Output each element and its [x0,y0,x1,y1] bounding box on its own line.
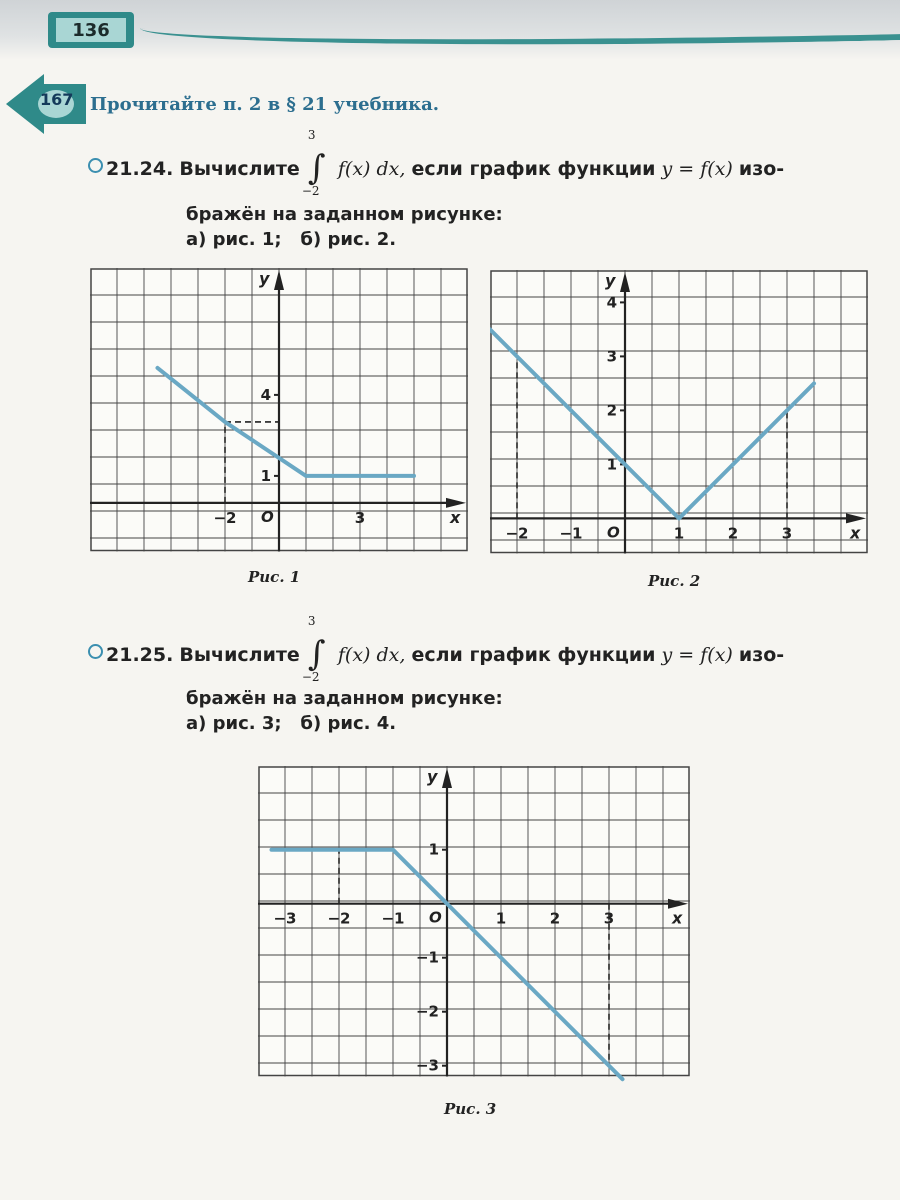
integral-sign: 3 ∫ −2 [301,128,326,198]
y-tick-label: 4 [260,385,271,404]
hyphenated-tail: изо- [738,644,785,666]
circle-marker-icon [88,158,103,173]
y-tick-label: 1 [260,466,271,485]
x-tick-label: 1 [673,524,685,543]
origin-label: O [429,908,442,927]
x-tick-label: −1 [559,524,583,543]
x-tick-label: 3 [603,909,615,928]
exercise-number: 21.25. [106,644,174,666]
figure-1-graph [90,268,474,556]
x-axis-label: x [450,507,461,527]
y-tick-label: 4 [606,293,617,312]
function-notation: y = f(x) [661,644,733,666]
exercise-21-25-options: а) рис. 3; б) рис. 4. [186,713,397,734]
function-notation: y = f(x) [661,158,733,180]
exercise-21-24-statement [88,128,785,198]
condition-text: если график функции [411,644,656,666]
integral-lower-limit: −2 [301,670,320,684]
y-tick-label: −3 [415,1056,439,1075]
hyphenated-tail: изо- [738,158,785,180]
y-axis-label: y [259,269,270,288]
exercise-21-25-statement [88,614,785,684]
x-tick-label: −2 [213,508,237,527]
y-axis-label: y [427,767,438,786]
exercise-21-24-options: а) рис. 1; б) рис. 2. [186,229,397,250]
origin-label: O [261,507,274,526]
x-tick-label: −1 [381,909,405,928]
y-axis-label: y [605,271,616,290]
x-tick-label: 3 [354,508,366,527]
exercise-21-25-line2: бражён на заданном рисунке: [186,688,503,709]
circle-marker-icon [88,644,103,659]
figure-2-graph [490,270,874,558]
exercise-verb: Вычислите [179,158,300,180]
x-tick-label: 1 [495,909,507,928]
origin-label: O [607,523,620,542]
figure-3-graph [258,766,698,1086]
y-tick-label: −2 [415,1002,439,1021]
y-tick-label: 1 [606,455,617,474]
x-tick-label: 2 [727,524,739,543]
x-axis-label: x [850,523,861,543]
integral-upper-limit: 3 [307,614,316,628]
y-tick-label: 1 [428,840,439,859]
exercise-verb: Вычислите [179,644,300,666]
y-tick-label: −1 [415,948,439,967]
reference-marker-number: 167 [40,90,74,109]
y-tick-label: 3 [606,347,617,366]
x-tick-label: −3 [273,909,297,928]
page-number-badge [48,12,134,48]
integral-upper-limit: 3 [307,128,316,142]
x-tick-label: −2 [505,524,529,543]
x-tick-label: −2 [327,909,351,928]
x-tick-label: 3 [781,524,793,543]
integral-sign: 3 ∫ −2 [301,614,326,684]
x-axis-label: x [672,908,683,928]
integral-lower-limit: −2 [301,184,320,198]
exercise-21-24-line2: бражён на заданном рисунке: [186,204,503,225]
reading-instruction: Прочитайте п. 2 в § 21 учебника. [90,94,440,115]
y-tick-label: 2 [606,401,617,420]
page-number: 136 [56,18,126,42]
x-tick-label: 2 [549,909,561,928]
figure-2-caption: Рис. 2 [648,572,701,590]
integrand: f(x) dx, [337,158,406,180]
figure-1-caption: Рис. 1 [248,568,301,586]
exercise-number: 21.24. [106,158,174,180]
integrand: f(x) dx, [337,644,406,666]
condition-text: если график функции [411,158,656,180]
figure-3-caption: Рис. 3 [444,1100,497,1118]
